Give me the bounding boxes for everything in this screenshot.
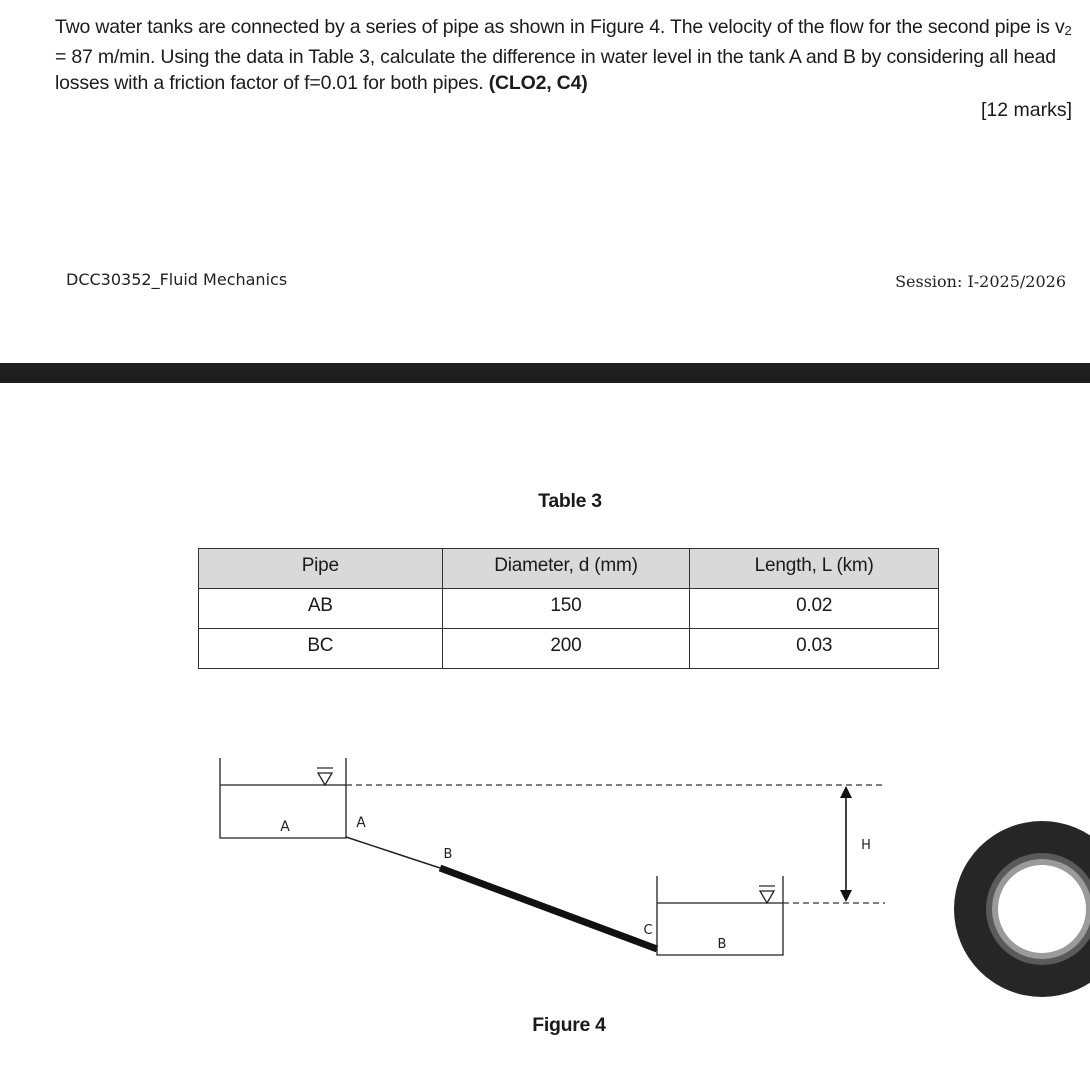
table-header-row [199,549,939,589]
water-level-marker-icon [318,773,332,785]
table-row [199,589,939,629]
tank-b-label: B [717,937,727,952]
cell-diameter: 150 [442,589,690,629]
arrow-down-icon [840,890,852,902]
header-length: Length, L (km) [690,549,939,589]
floating-ring-button-icon[interactable] [950,818,1090,1000]
tank-a-label: A [280,819,290,835]
table-title: Table 3 [538,490,602,512]
session-footer: Session: I-2025/2026 [895,272,1066,291]
point-b-label: B [443,847,453,862]
marks-label: [12 marks] [980,99,1072,121]
course-footer: DCC30352_Fluid Mechanics [66,270,288,289]
cell-pipe: BC [199,629,443,669]
cell-diameter: 200 [442,629,690,669]
question-body-1: Two water tanks are connected by a series of pipe as shown in Figure 4. The velocity of the flow for the second pipe is v [55,16,1065,38]
header-pipe: Pipe [199,549,443,589]
pipe-bc [440,868,657,949]
point-c-label: C [643,923,653,938]
question-text [55,14,1080,96]
pipe-data-table [198,548,939,669]
point-a-label: A [356,815,366,831]
header-diameter: Diameter, d (mm) [442,549,690,589]
cell-pipe: AB [199,589,443,629]
arrow-up-icon [840,786,852,798]
cell-length: 0.03 [690,629,939,669]
pipe-ab [346,837,440,868]
table-row [199,629,939,669]
water-level-marker-icon [760,891,774,903]
velocity-subscript: 2 [1064,23,1072,38]
cell-length: 0.02 [690,589,939,629]
outcome-tag: (CLO2, C4) [488,72,588,94]
head-label: H [861,838,871,853]
pipe-system-diagram [0,740,900,970]
page-separator-band [0,363,1090,383]
question-body-2: = 87 m/min. Using the data in Table 3, calculate the difference in water level in the tank A and B by considering all head losses with a friction factor of f=0.01 for both pipes. [55,46,1056,94]
figure-caption: Figure 4 [532,1014,606,1036]
